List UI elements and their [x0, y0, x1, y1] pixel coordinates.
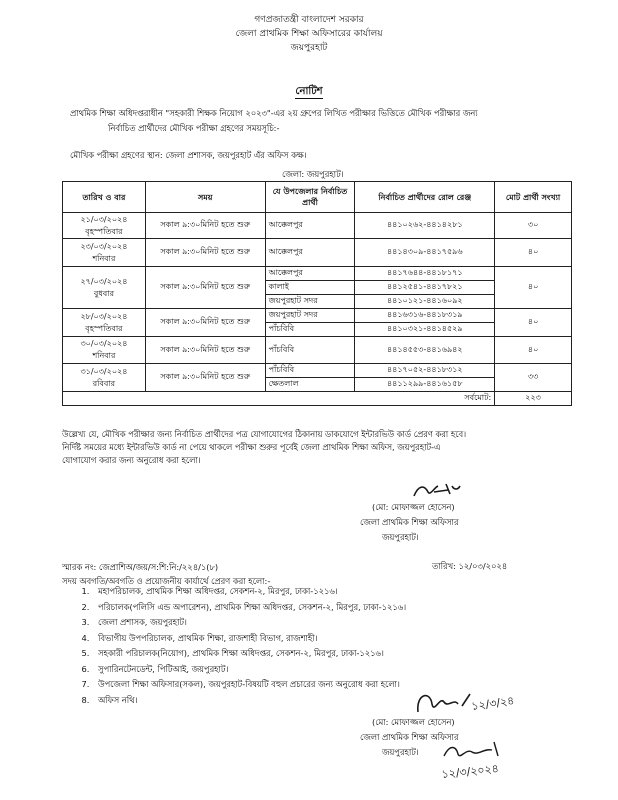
- signatory-location: জয়পুরহাট।: [382, 747, 419, 757]
- header-roll-range: নির্বাচিত প্রার্থীদের রোল রেঞ্জ: [355, 182, 495, 213]
- count-cell: ৩৩: [495, 364, 572, 392]
- list-item: 1. মহাপরিচালক, প্রাথমিক শিক্ষা অধিদপ্তর, সেকশন-২, মিরপুর, ঢাকা-১২১৬।: [92, 584, 572, 600]
- header-office: জেলা প্রাথমিক শিক্ষা অফিসারের কার্যালয়: [235, 29, 383, 39]
- count-cell: ৪০: [495, 337, 572, 364]
- signatory-location: জয়পুরহাট।: [382, 532, 419, 542]
- upazila-cell: কালাই: [265, 281, 355, 295]
- header-time: সময়: [145, 182, 265, 213]
- table-row: [63, 364, 572, 378]
- upazila-cell: আক্কেলপুর: [265, 213, 355, 239]
- closing-line-2: নির্দিষ্ট সময়ের মধ্যে ইন্টারভিউ কার্ড না পেয়ে থাকলে পরীক্ষা শুরুর পূর্বেই জেলা প্রাথমিক শিক্ষা অফিস, জয়পুরহাট-এ: [62, 442, 441, 452]
- district-label: জেলা: জয়পুরহাট।: [282, 169, 344, 179]
- upazila-cell: আক্কেলপুর: [265, 267, 355, 281]
- table-header-row: [63, 182, 572, 213]
- roll-range-cell: ৪৪১০১২১-৪৪১৬০৯২: [355, 295, 495, 309]
- roll-range-cell: ৪৪১৪৫৫৩-৪৪১৬৯৪২: [355, 337, 495, 364]
- table-row: [63, 267, 572, 281]
- closing-line-3: যোগাযোগ করার জন্য অনুরোধ করা হলো।: [62, 455, 201, 465]
- date-cell: ২৭/০৩/২০২৪ বুধবার: [63, 267, 146, 309]
- schedule-body: [63, 213, 572, 406]
- list-item: 2. পরিচালক(পলিসি এন্ড অপারেশন), প্রাথমিক শিক্ষা অধিদপ্তর, সেকশন-২, মিরপুর, ঢাকা-১২১৬।: [92, 600, 572, 616]
- upazila-cell: ক্ষেতলাল: [265, 378, 355, 392]
- count-cell: ৩০: [495, 213, 572, 239]
- intro-line-2: নির্বাচিত প্রার্থীদের মৌখিক পরীক্ষা গ্রহণের সময়সূচি:-: [108, 123, 280, 133]
- signatory-title: জেলা প্রাথমিক শিক্ষা অফিসার: [360, 517, 459, 527]
- roll-range-cell: ৪৪১১২৯৯-৪৪১৬১৫৮: [355, 378, 495, 392]
- header-total-count: মোট প্রার্থী সংখ্যা: [495, 182, 572, 213]
- date-cell: ২১/০৩/২০২৪ বৃহস্পতিবার: [63, 213, 146, 239]
- list-item: 8. অফিস নথি।: [92, 693, 572, 709]
- date-cell: ৩১/০৩/২০২৪ রবিবার: [63, 364, 146, 392]
- signatory-name: (মো: মোফাজ্জল হোসেন): [372, 717, 455, 727]
- signature-date-lower: ১২/৩/২০২৪: [440, 762, 500, 781]
- list-item: 7. উপজেলা শিক্ষা অফিসার(সকল), জয়পুরহাট-বিষয়টি বহুল প্রচারের জন্য অনুরোধ করা হলো।: [92, 677, 572, 693]
- date-cell: ২৩/০৩/২০২৪ শনিবার: [63, 239, 146, 267]
- list-item: 6. সুপারিনটেনডেন্ট, পিটিআই, জয়পুরহাট।: [92, 662, 572, 678]
- table-row: [63, 213, 572, 239]
- upazila-cell: পাঁচবিবি: [265, 323, 355, 337]
- copy-distribution-intro: সদয় অবগতি/অবগতি ও প্রয়োজনীয় কার্যার্থে প্রেরণ করা হলো:-: [62, 576, 271, 586]
- signature-date-upper: ১২/৩/২৪: [470, 694, 516, 713]
- date-cell: ২৮/০৩/২০২৪ বৃহস্পতিবার: [63, 309, 146, 337]
- count-cell: ৪০: [495, 309, 572, 337]
- upazila-cell: জয়পুরহাট সদর: [265, 295, 355, 309]
- intro-line-1: প্রাথমিক শিক্ষা অধিদপ্তরাধীন "সহকারী শিক্ষক নিয়োগ ২০২৩"-এর ২য় গ্রুপের লিখিত পরীক্ষার ভিত্তিতে মৌখিক পরীক্ষার জন্য: [70, 108, 478, 118]
- header-government: গণপ্রজাতন্ত্রী বাংলাদেশ সরকার: [254, 15, 364, 25]
- signatory-title: জেলা প্রাথমিক শিক্ষা অফিসার: [360, 732, 459, 742]
- exam-venue: মৌখিক পরীক্ষা গ্রহণের স্থান: জেলা প্রশাসক, জয়পুরহাট এঁর অফিস কক্ষ।: [70, 150, 307, 160]
- roll-range-cell: ৪৪১০২৬২-৪৪১৪২৮১: [355, 213, 495, 239]
- roll-range-cell: ৪৪১২৫৪১-৪৪১৭৮২১: [355, 281, 495, 295]
- count-cell: ৪০: [495, 239, 572, 267]
- table-row: [63, 239, 572, 267]
- roll-range-cell: ৪৪১৭০৫২-৪৪১৮৩১২: [355, 364, 495, 378]
- memo-date: তারিখ: ১২/০৩/২০২৪: [432, 561, 508, 571]
- exam-schedule-table: [62, 181, 572, 406]
- memo-number: স্মারক নং: জেপ্রাশিঅ/জয়/স:শি:নি:/২২৪/১(৮): [62, 562, 219, 572]
- upazila-cell: পাঁচবিবি: [265, 364, 355, 378]
- handwritten-initial-icon: [436, 736, 526, 784]
- upazila-cell: পাঁচবিবি: [265, 337, 355, 364]
- count-cell: ৪০: [495, 267, 572, 309]
- total-value: ২২৩: [495, 392, 572, 406]
- roll-range-cell: ৪৪১০৩২১-৪৪১৪৫২৯: [355, 323, 495, 337]
- time-cell: সকাল ৯:৩০মিনিট হতে শুরু: [145, 267, 265, 309]
- time-cell: সকাল ৯:৩০মিনিট হতে শুরু: [145, 239, 265, 267]
- upazila-cell: জয়পুরহাট সদর: [265, 309, 355, 323]
- time-cell: সকাল ৯:৩০মিনিট হতে শুরু: [145, 309, 265, 337]
- time-cell: সকাল ৯:৩০মিনিট হতে শুরু: [145, 213, 265, 239]
- roll-range-cell: ৪৪১৪৩০৯-৪৪১৭৫৯৬: [355, 239, 495, 267]
- header-district: জয়পুরহাট: [290, 43, 328, 53]
- header-date-day: তারিখ ও বার: [63, 182, 146, 213]
- signatory-name: (মো: মোফাজ্জল হোসেন): [372, 502, 455, 512]
- list-item: 4. বিভাগীয় উপপরিচালক, প্রাথমিক শিক্ষা, রাজশাহী বিভাগ, রাজশাহী।: [92, 631, 572, 647]
- upazila-cell: আক্কেলপুর: [265, 239, 355, 267]
- notice-title: নোটিশ: [295, 86, 323, 97]
- time-cell: সকাল ৯:৩০মিনিট হতে শুরু: [145, 364, 265, 392]
- table-row: [63, 309, 572, 323]
- total-row: [63, 392, 572, 406]
- table-row: [63, 337, 572, 364]
- list-item: 3. জেলা প্রশাসক, জয়পুরহাট।: [92, 615, 572, 631]
- roll-range-cell: ৪৪১৬৩১৬-৪৪১৮৩১৯: [355, 309, 495, 323]
- list-item: 5. সহকারী পরিচালক(নিয়োগ), প্রাথমিক শিক্ষা অধিদপ্তর, সেকশন-২, মিরপুর, ঢাকা-১২১৬।: [92, 646, 572, 662]
- closing-line-1: উল্লেখ্য যে, মৌখিক পরীক্ষার জন্য নির্বাচিত প্রার্থীদের পত্র যোগাযোগের ঠিকানায় ডাকযোগে ইন্টারভিউ কার্ড প্রেরণ করা হবে।: [62, 429, 467, 439]
- header-upazila: যে উপজেলার নির্বাচিত প্রার্থী: [265, 182, 355, 213]
- time-cell: সকাল ৯:৩০মিনিট হতে শুরু: [145, 337, 265, 364]
- roll-range-cell: ৪৪১৭৬৪৪-৪৪১৮১৭১: [355, 267, 495, 281]
- date-cell: ৩০/০৩/২০২৪ শনিবার: [63, 337, 146, 364]
- total-label: সর্বমোট:: [63, 392, 495, 406]
